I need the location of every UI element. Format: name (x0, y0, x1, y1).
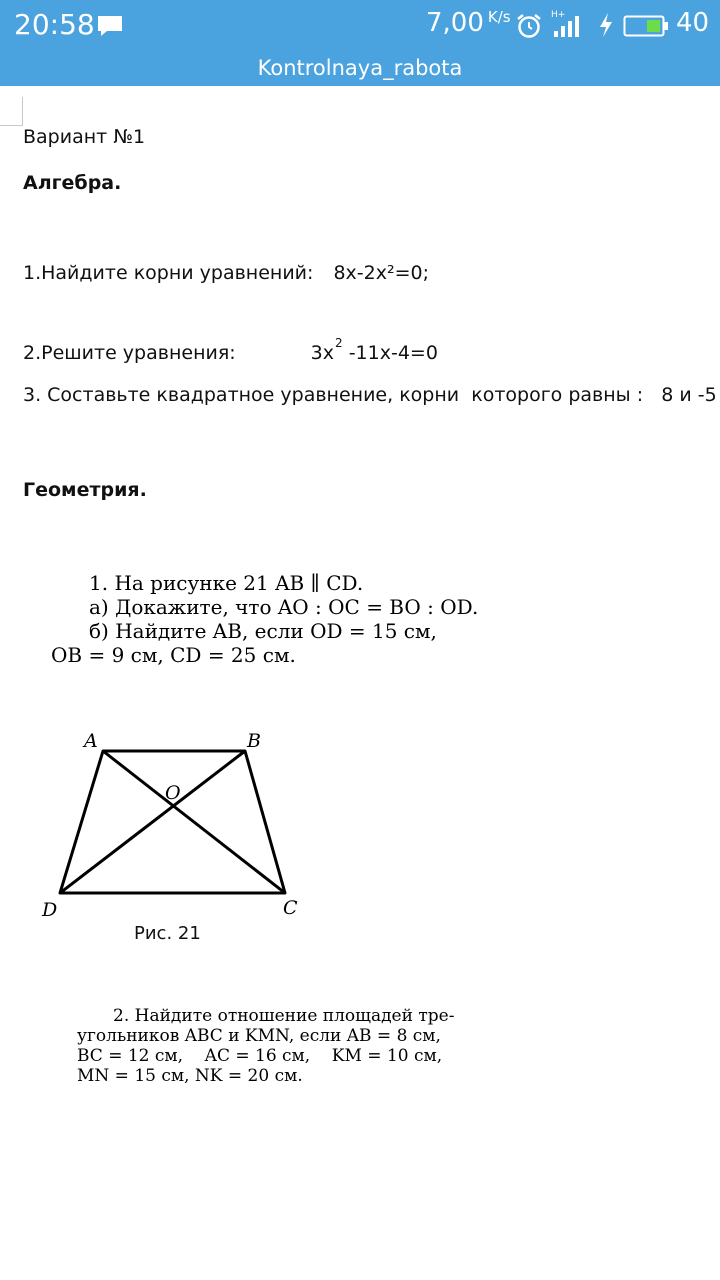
algebra-task-2 (23, 336, 438, 364)
task2-eq-exponent: 2 (335, 336, 343, 350)
status-time: 20:58 (14, 8, 95, 41)
label-o: O (165, 782, 181, 804)
diagonal-bd (60, 751, 245, 893)
geometry-task-2-line-3: BC = 12 см, AC = 16 см, KM = 10 см, (77, 1046, 443, 1066)
figure-21-trapezoid (0, 720, 340, 920)
charging-icon (597, 12, 615, 38)
task2-eq-rest: -11x-4=0 (348, 342, 438, 364)
task1-equation: 8x-2x²=0; (333, 262, 429, 284)
message-icon (96, 14, 124, 38)
variant-title: Вариант №1 (23, 126, 146, 148)
label-d: D (42, 899, 58, 920)
battery-level: 40 (676, 8, 710, 38)
algebra-task-1 (23, 262, 429, 284)
figure-caption: Рис. 21 (134, 923, 201, 944)
geometry-task-1-line-1: 1. На рисунке 21 AB ∥ CD. (89, 571, 364, 595)
document-title: Kontrolnaya_rabota (257, 56, 463, 80)
battery-icon (623, 15, 669, 37)
algebra-task-3: 3. Составьте квадратное уравнение, корни которого равны : 8 и -5 (23, 384, 717, 406)
label-b: B (247, 730, 261, 752)
trapezoid-outline (60, 751, 285, 893)
label-a: A (84, 730, 98, 752)
geometry-task-1-line-2: а) Докажите, что AO : OC = BO : OD. (89, 595, 479, 619)
page-corner-marker (0, 97, 23, 126)
geometry-task-2-line-4: MN = 15 см, NK = 20 см. (77, 1066, 303, 1086)
network-speed-unit: K/s (487, 8, 511, 26)
task1-label: 1.Найдите корни уравнений: (23, 262, 314, 284)
geometry-task-2-line-1: 2. Найдите отношение площадей тре- (113, 1006, 455, 1026)
geometry-task-2-line-2: угольников ABC и KMN, если AB = 8 см, (77, 1026, 441, 1046)
alarm-icon (516, 13, 542, 39)
geometry-heading: Геометрия. (23, 479, 147, 501)
geometry-task-1-line-3: б) Найдите AB, если OD = 15 см, (89, 619, 437, 643)
diagonal-ac (103, 751, 285, 893)
task2-eq-base: 3x (310, 342, 335, 364)
label-c: C (283, 897, 298, 919)
signal-icon (552, 12, 586, 38)
task2-label: 2.Решите уравнения: (23, 342, 236, 364)
network-speed: 7,00 $^{K/s}$ (426, 8, 511, 38)
network-type: H+ (551, 10, 566, 20)
app-title-bar (0, 50, 720, 86)
status-bar (0, 0, 720, 50)
geometry-task-1-line-4: OB = 9 см, CD = 25 см. (51, 643, 296, 667)
algebra-heading: Алгебра. (23, 172, 122, 194)
